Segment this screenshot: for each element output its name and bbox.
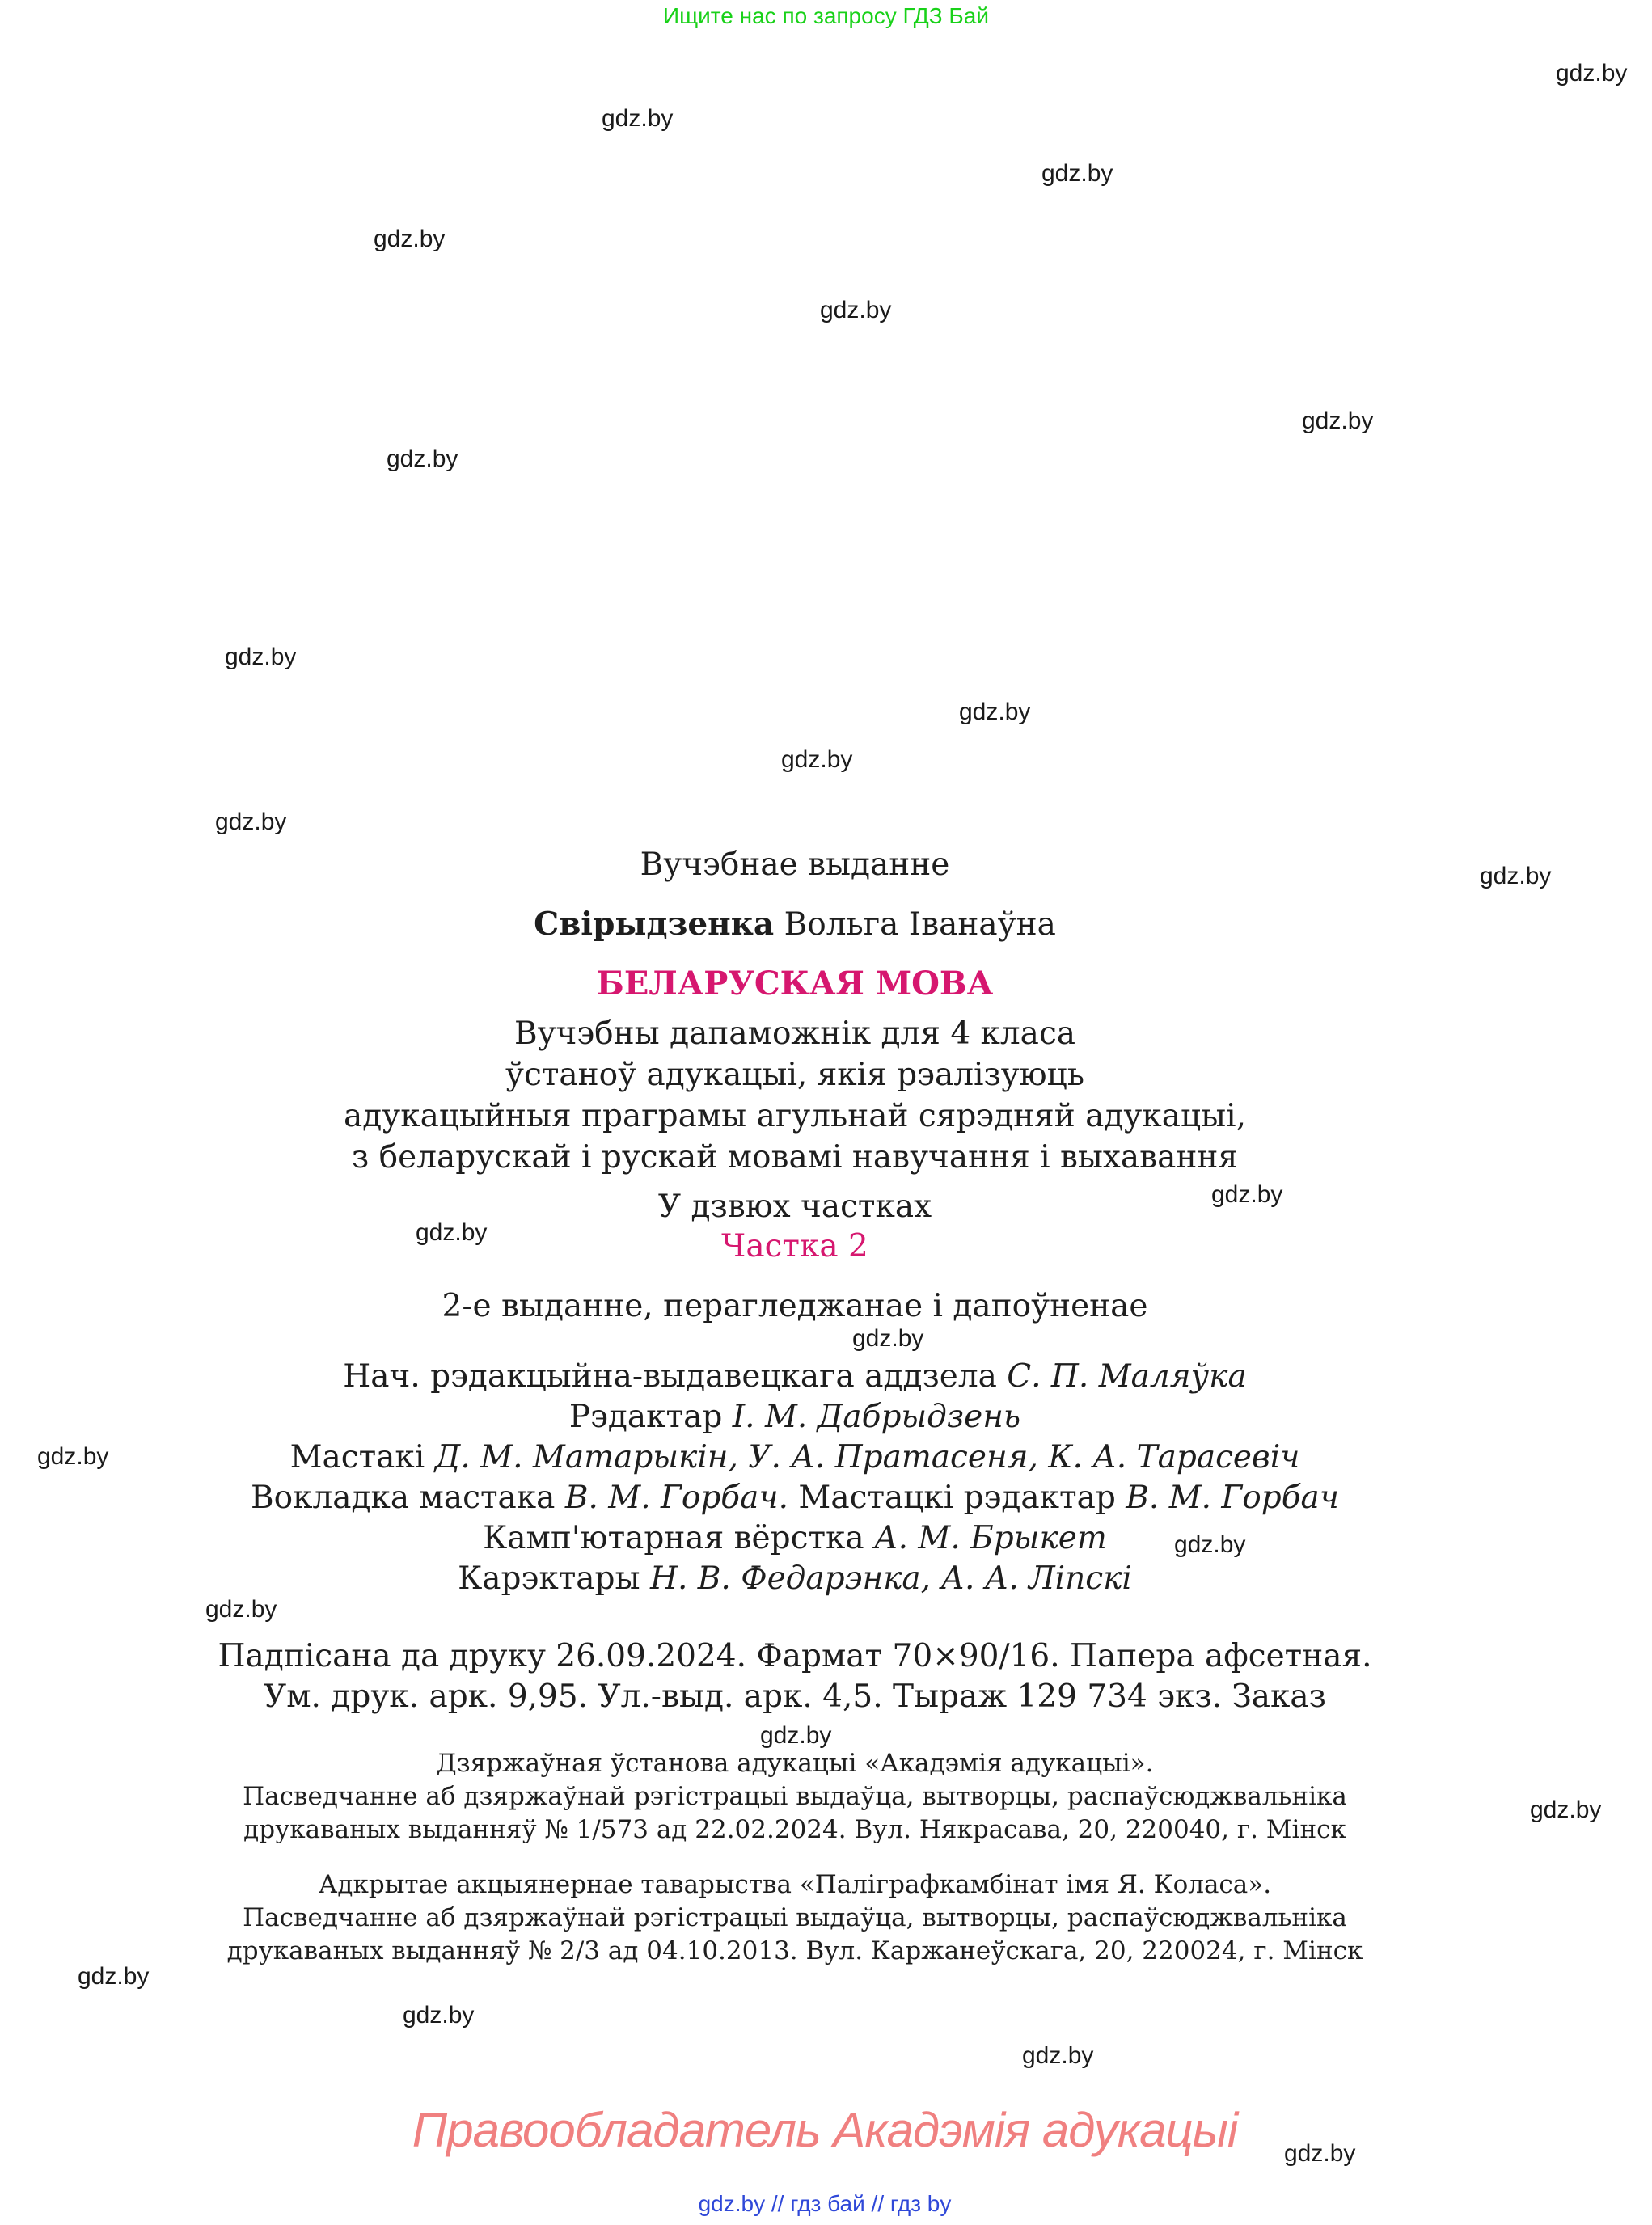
watermark: gdz.by [205, 1596, 277, 1623]
layout-credit [0, 1520, 1590, 1556]
credit-label: Камп'ютарная вёрстка [483, 1520, 864, 1556]
watermark: gdz.by [781, 746, 853, 773]
footer-separator: // [871, 2191, 885, 2216]
artists [0, 1439, 1590, 1476]
credit-label: Нач. рэдакцыйна-выдавецкага аддзела [343, 1358, 997, 1395]
watermark: gdz.by [387, 445, 458, 472]
footer-separator: // [771, 2191, 784, 2216]
edition-type: Вучэбнае выданне [640, 847, 950, 883]
printer-line: Адкрытае акцыянернае таварыства «Паліграфкамбінат імя Я. Коласа». [318, 1870, 1272, 1899]
printer-line: друкаваных выданняў № 2/3 ад 04.10.2013. Вул. Каржанеўскага, 20, 220024, г. Мінск [226, 1936, 1363, 1965]
watermark: gdz.by [416, 1219, 488, 1246]
parts-info: У дзвюх частках [657, 1188, 932, 1225]
watermark: gdz.by [602, 105, 674, 132]
watermark: gdz.by [852, 1325, 924, 1352]
author [0, 906, 1590, 943]
credit-name: Н. В. Федарэнка, А. А. Ліпскі [649, 1560, 1132, 1597]
credit-name: А. М. Брыкет [874, 1520, 1107, 1556]
description-line: з беларускай і рускай мовамі навучання і выхавання [352, 1139, 1238, 1176]
watermark: gdz.by [215, 809, 287, 835]
part-number: Частка 2 [721, 1228, 868, 1264]
print-details: Ум. друк. арк. 9,95. Ул.-выд. арк. 4,5. Тыраж 129 734 экз. Заказ [264, 1678, 1326, 1715]
description-line: адукацыйныя праграмы агульнай сярэдняй адукацыі, [344, 1098, 1246, 1134]
watermark: gdz.by [1041, 160, 1113, 187]
footer-link[interactable]: гдз by [889, 2191, 952, 2216]
footer-link[interactable]: гдз бай [790, 2191, 865, 2216]
footer-links [0, 2191, 1650, 2217]
cover-and-art-editor [0, 1480, 1590, 1516]
watermark: gdz.by [1302, 407, 1374, 434]
credit-name: В. М. Горбач [1126, 1480, 1340, 1516]
watermark: gdz.by [760, 1722, 832, 1749]
watermark: gdz.by [1174, 1531, 1246, 1558]
watermark: gdz.by [1556, 60, 1628, 87]
edition-note: 2-е выданне, перагледжанае і дапоўненае [442, 1288, 1148, 1324]
copyright-holder: Правообладатель Акадэмія адукацыі [412, 2103, 1238, 2157]
head-of-department [0, 1358, 1590, 1395]
footer-link[interactable]: gdz.by [698, 2191, 766, 2216]
watermark: gdz.by [1284, 2140, 1356, 2167]
author-surname: Свірыдзенка [534, 906, 775, 943]
watermark: gdz.by [374, 226, 446, 252]
credit-name: Д. М. Матарыкін, У. А. Пратасеня, К. А. Тарасевіч [434, 1439, 1300, 1476]
watermark: gdz.by [820, 297, 892, 323]
watermark: gdz.by [959, 699, 1031, 725]
credit-label: Вокладка мастака [250, 1480, 556, 1516]
top-banner[interactable]: Ищите нас по запросу ГДЗ Бай [662, 3, 990, 28]
description-line: ўстаноў адукацыі, якія рэалізуюць [505, 1057, 1084, 1093]
watermark: gdz.by [1530, 1796, 1602, 1823]
watermark: gdz.by [225, 644, 297, 670]
editor [0, 1399, 1590, 1435]
watermark: gdz.by [1022, 2042, 1094, 2069]
credit-label: Мастацкі рэдактар [798, 1480, 1116, 1516]
publisher-line: друкаваных выданняў № 1/573 ад 22.02.2024. Вул. Някрасава, 20, 220040, г. Мінск [243, 1815, 1346, 1844]
publisher-line: Пасведчанне аб дзяржаўнай рэгістрацыі выдаўца, вытворцы, распаўсюджвальніка [243, 1782, 1347, 1811]
printer-line: Пасведчанне аб дзяржаўнай рэгістрацыі выдаўца, вытворцы, распаўсюджвальніка [243, 1903, 1347, 1932]
watermark: gdz.by [403, 2002, 475, 2029]
book-title: БЕЛАРУСКАЯ МОВА [596, 965, 994, 1003]
credit-label: Карэктары [458, 1560, 640, 1597]
publisher-line: Дзяржаўная ўстанова адукацыі «Акадэмія адукацыі». [436, 1749, 1154, 1778]
print-details: Падпісана да друку 26.09.2024. Фармат 70×90/16. Папера афсетная. [218, 1638, 1372, 1674]
author-name: Вольга Іванаўна [784, 906, 1056, 943]
watermark: gdz.by [37, 1443, 109, 1470]
credit-label: Рэдактар [568, 1399, 723, 1435]
credit-name: І. М. Дабрыдзень [732, 1399, 1021, 1435]
credit-label: Мастакі [289, 1439, 425, 1476]
watermark: gdz.by [1211, 1181, 1283, 1208]
watermark: gdz.by [78, 1963, 150, 1990]
description-line: Вучэбны дапаможнік для 4 класа [513, 1015, 1076, 1052]
watermark: gdz.by [1480, 863, 1552, 889]
credit-name: В. М. Горбач. [564, 1480, 789, 1516]
proofreaders [0, 1560, 1590, 1597]
credit-name: С. П. Маляўка [1007, 1358, 1247, 1395]
